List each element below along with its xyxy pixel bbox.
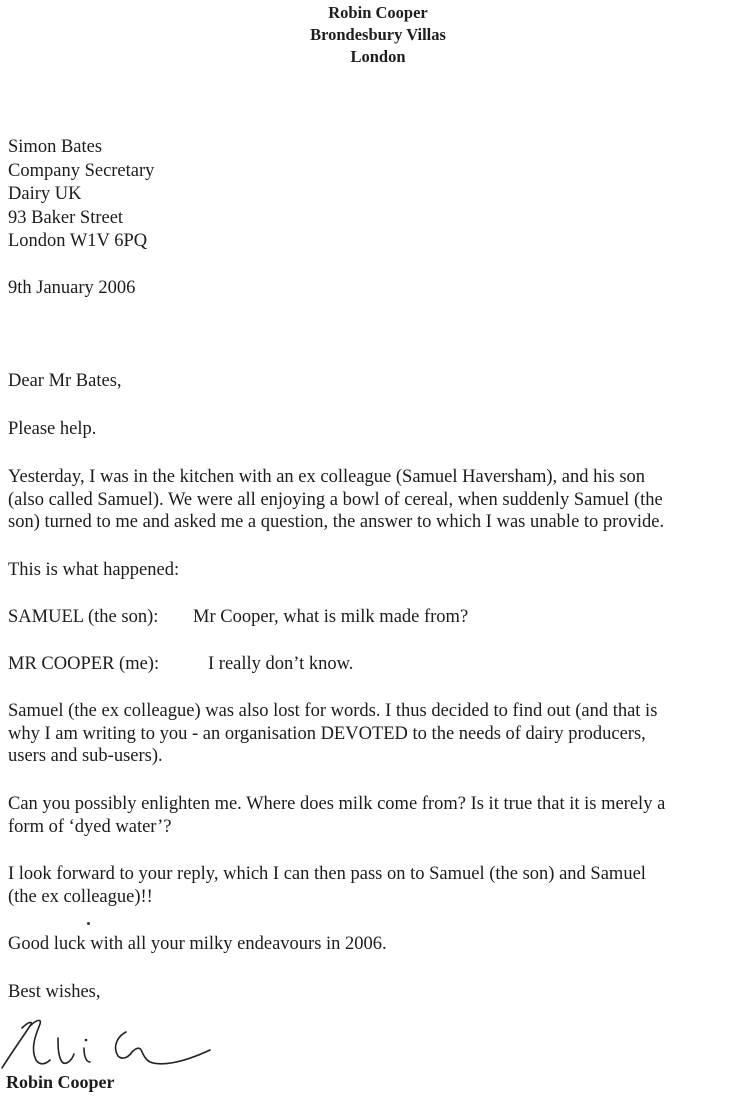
dialogue-line-cooper <box>8 653 740 676</box>
signatory-name: Robin Cooper <box>6 1072 115 1092</box>
paragraph-yesterday <box>8 466 740 534</box>
dialogue-text: Mr Cooper, what is milk made from? <box>193 607 469 627</box>
paragraph-enlighten <box>8 793 740 838</box>
recipient-street: 93 Baker Street <box>8 207 124 228</box>
sender-address-block <box>0 2 740 68</box>
letter-date: 9th January 2006 <box>8 278 136 298</box>
recipient-address-block <box>8 136 154 254</box>
paragraph-good-luck: Good luck with all your milky endeavours in 2006. <box>8 934 387 954</box>
recipient-title: Company Secretary <box>8 160 155 181</box>
paragraph-line: Can you possibly enlighten me. Where does milk come from? Is it true that it is merely a <box>8 794 666 814</box>
closing: Best wishes, <box>8 982 101 1002</box>
paragraph-line: I look forward to your reply, which I can then pass on to Samuel (the son) and Samuel <box>8 864 646 884</box>
dialogue-text: I really don’t know. <box>208 654 354 674</box>
sender-city: London <box>350 47 406 66</box>
paragraph-line: son) turned to me and asked me a question, the answer to which I was unable to provide. <box>8 512 665 532</box>
paragraph-look-forward <box>8 863 740 908</box>
sender-name: Robin Cooper <box>328 3 428 22</box>
paragraph-line: Samuel (the ex colleague) was also lost for words. I thus decided to find out (and that is <box>8 701 658 721</box>
paragraph-lost-for-words <box>8 700 740 768</box>
paragraph-line: form of ‘dyed water’? <box>8 816 172 837</box>
paragraph-line: Yesterday, I was in the kitchen with an ex colleague (Samuel Haversham), and his son <box>8 467 646 487</box>
recipient-name: Simon Bates <box>8 137 103 157</box>
paragraph-please-help: Please help. <box>8 419 97 439</box>
paragraph-what-happened: This is what happened: <box>8 560 180 580</box>
handwritten-signature-icon <box>0 1010 220 1070</box>
dialogue-speaker: MR COOPER (me): <box>8 654 160 674</box>
paragraph-line: why I am writing to you - an organisation DEVOTED to the needs of dairy producers, <box>8 723 646 744</box>
scan-speck <box>87 922 90 925</box>
paragraph-line: (the ex colleague)!! <box>8 886 153 907</box>
paragraph-line: users and sub-users). <box>8 746 163 766</box>
recipient-organisation: Dairy UK <box>8 184 82 204</box>
paragraph-line: (also called Samuel). We were all enjoying a bowl of cereal, when suddenly Samuel (the <box>8 489 663 510</box>
dialogue-speaker: SAMUEL (the son): <box>8 607 159 627</box>
dialogue-line-samuel <box>8 606 740 629</box>
recipient-city-postcode: London W1V 6PQ <box>8 231 148 251</box>
sender-street: Brondesbury Villas <box>310 25 446 44</box>
salutation: Dear Mr Bates, <box>8 371 122 391</box>
